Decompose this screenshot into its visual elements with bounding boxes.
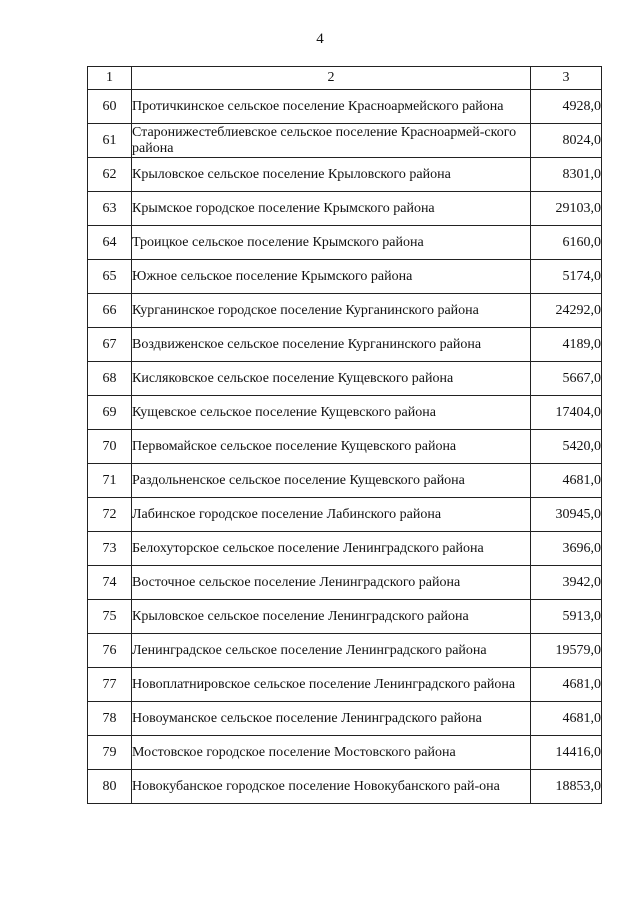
column-header-1: 1	[88, 67, 132, 90]
row-number: 73	[88, 532, 132, 566]
table-row	[88, 124, 602, 158]
settlement-name: Воздвиженское сельское поселение Курганинского района	[132, 328, 531, 362]
settlement-name: Белохуторское сельское поселение Ленинградского района	[132, 532, 531, 566]
table-row	[88, 702, 602, 736]
settlement-name: Новокубанское городское поселение Новокубанского рай-она	[132, 770, 531, 804]
settlement-name: Южное сельское поселение Крымского района	[132, 260, 531, 294]
row-number: 75	[88, 600, 132, 634]
row-number: 60	[88, 90, 132, 124]
amount-value: 4189,0	[531, 328, 602, 362]
amount-value: 4681,0	[531, 702, 602, 736]
row-number: 64	[88, 226, 132, 260]
table-row	[88, 396, 602, 430]
row-number: 66	[88, 294, 132, 328]
amount-value: 17404,0	[531, 396, 602, 430]
page-number: 4	[316, 31, 324, 47]
table-row	[88, 362, 602, 396]
amount-value: 4681,0	[531, 464, 602, 498]
table-row	[88, 260, 602, 294]
amount-value: 30945,0	[531, 498, 602, 532]
table-row	[88, 430, 602, 464]
settlement-name: Курганинское городское поселение Курганинского района	[132, 294, 531, 328]
table-row	[88, 328, 602, 362]
amount-value: 29103,0	[531, 192, 602, 226]
settlement-name: Лабинское городское поселение Лабинского района	[132, 498, 531, 532]
table-header-row	[88, 67, 602, 90]
table-row	[88, 736, 602, 770]
amount-value: 19579,0	[531, 634, 602, 668]
table-row	[88, 226, 602, 260]
row-number: 72	[88, 498, 132, 532]
column-header-2: 2	[132, 67, 531, 90]
amount-value: 8024,0	[531, 124, 602, 158]
table-row	[88, 770, 602, 804]
table-row	[88, 566, 602, 600]
settlement-name: Ленинградское сельское поселение Ленинградского района	[132, 634, 531, 668]
row-number: 76	[88, 634, 132, 668]
amount-value: 8301,0	[531, 158, 602, 192]
amount-value: 14416,0	[531, 736, 602, 770]
table-row	[88, 192, 602, 226]
column-header-3: 3	[531, 67, 602, 90]
table-body	[88, 90, 602, 804]
row-number: 79	[88, 736, 132, 770]
settlement-name: Троицкое сельское поселение Крымского района	[132, 226, 531, 260]
amount-value: 18853,0	[531, 770, 602, 804]
table-row	[88, 498, 602, 532]
settlement-name: Раздольненское сельское поселение Кущевского района	[132, 464, 531, 498]
table-row	[88, 668, 602, 702]
settlement-name: Старонижестеблиевское сельское поселение Красноармей-ского района	[132, 124, 531, 158]
settlement-name: Кущевское сельское поселение Кущевского района	[132, 396, 531, 430]
amount-value: 5913,0	[531, 600, 602, 634]
amount-value: 5174,0	[531, 260, 602, 294]
amount-value: 3942,0	[531, 566, 602, 600]
table-row	[88, 464, 602, 498]
amount-value: 4928,0	[531, 90, 602, 124]
amount-value: 5420,0	[531, 430, 602, 464]
settlement-name: Протичкинское сельское поселение Красноармейского района	[132, 90, 531, 124]
settlement-name: Крыловское сельское поселение Крыловского района	[132, 158, 531, 192]
row-number: 67	[88, 328, 132, 362]
row-number: 78	[88, 702, 132, 736]
amount-value: 5667,0	[531, 362, 602, 396]
row-number: 80	[88, 770, 132, 804]
row-number: 74	[88, 566, 132, 600]
table-row	[88, 90, 602, 124]
table-row	[88, 294, 602, 328]
table-row	[88, 532, 602, 566]
row-number: 68	[88, 362, 132, 396]
row-number: 65	[88, 260, 132, 294]
table-row	[88, 158, 602, 192]
row-number: 62	[88, 158, 132, 192]
row-number: 70	[88, 430, 132, 464]
row-number: 77	[88, 668, 132, 702]
settlement-name: Кисляковское сельское поселение Кущевского района	[132, 362, 531, 396]
table-row	[88, 634, 602, 668]
row-number: 71	[88, 464, 132, 498]
settlement-name: Крыловское сельское поселение Ленинградского района	[132, 600, 531, 634]
amount-value: 4681,0	[531, 668, 602, 702]
row-number: 61	[88, 124, 132, 158]
settlement-name: Восточное сельское поселение Ленинградского района	[132, 566, 531, 600]
settlement-name: Новоплатнировское сельское поселение Ленинградского района	[132, 668, 531, 702]
amount-value: 3696,0	[531, 532, 602, 566]
row-number: 63	[88, 192, 132, 226]
amount-value: 24292,0	[531, 294, 602, 328]
allocation-table	[87, 66, 602, 804]
row-number: 69	[88, 396, 132, 430]
settlement-name: Новоуманское сельское поселение Ленинградского района	[132, 702, 531, 736]
settlement-name: Первомайское сельское поселение Кущевского района	[132, 430, 531, 464]
settlement-name: Мостовское городское поселение Мостовского района	[132, 736, 531, 770]
table-row	[88, 600, 602, 634]
settlement-name: Крымское городское поселение Крымского района	[132, 192, 531, 226]
amount-value: 6160,0	[531, 226, 602, 260]
